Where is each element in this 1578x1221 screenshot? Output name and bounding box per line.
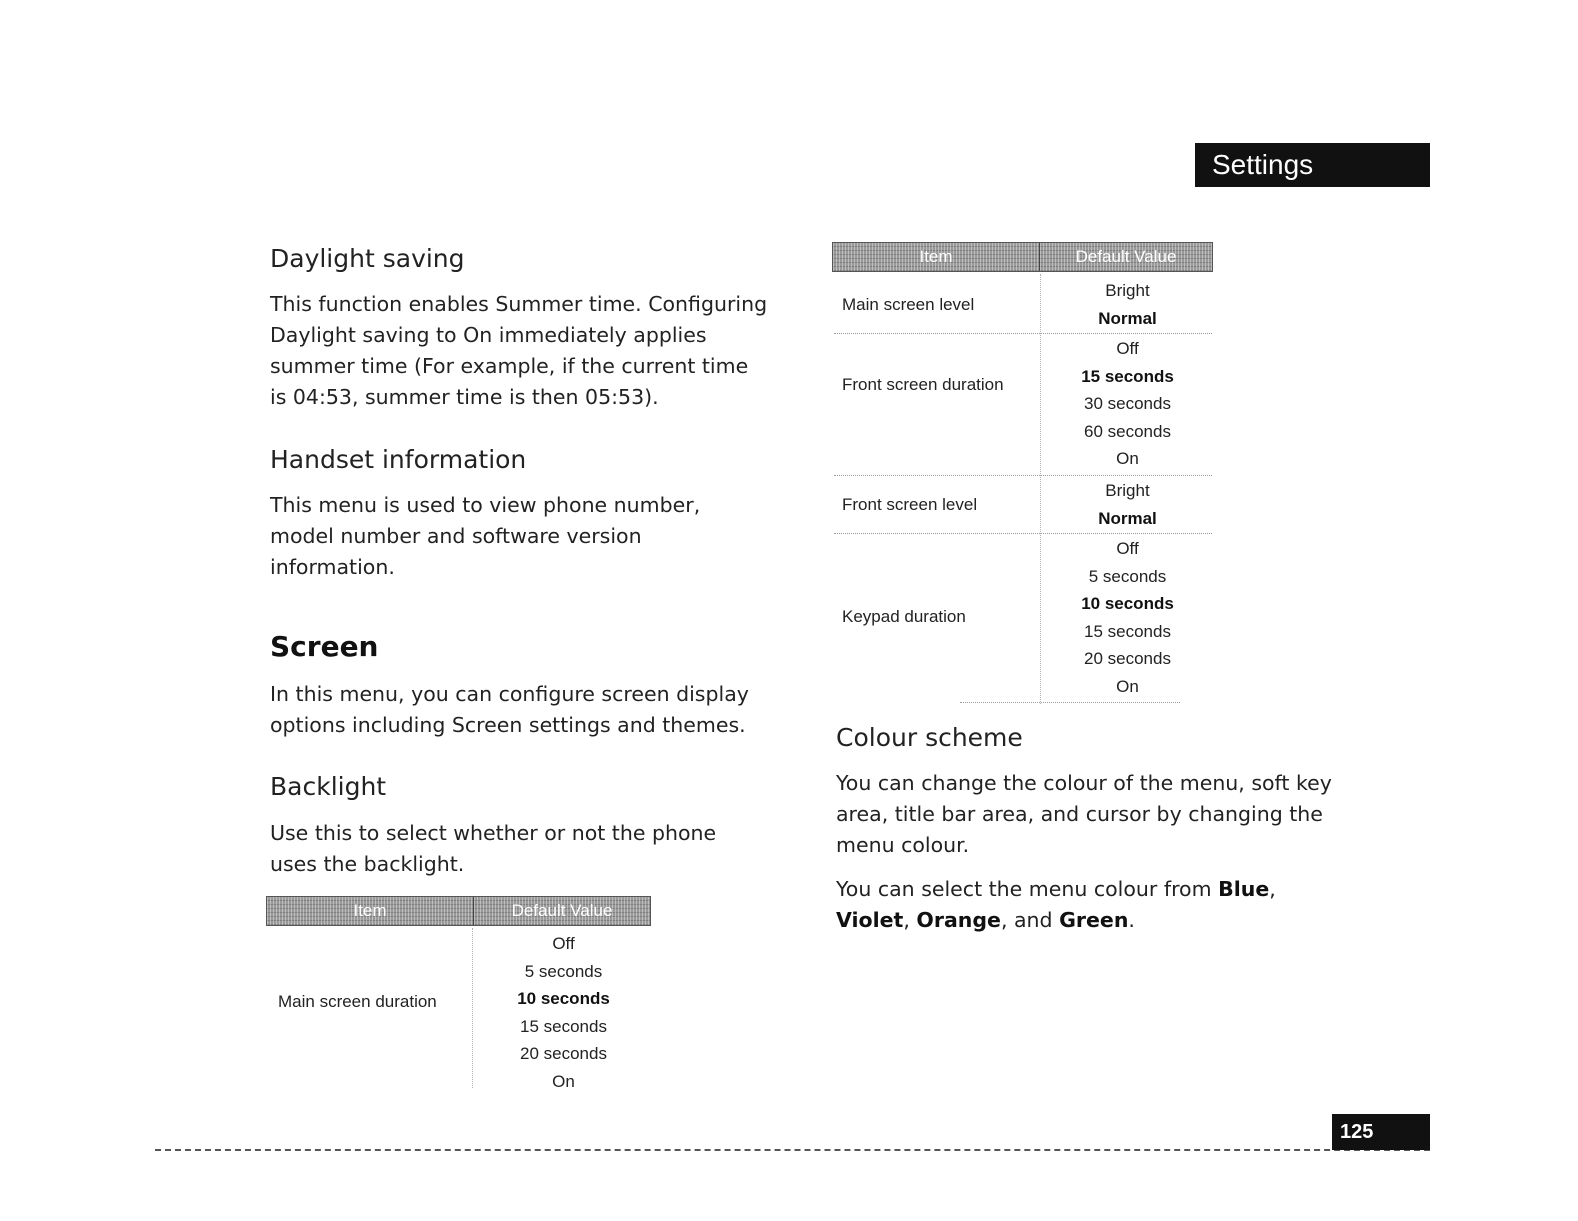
value-option: On bbox=[552, 1071, 575, 1091]
header-default-value: Default Value bbox=[473, 897, 650, 925]
value-option: Off bbox=[1116, 339, 1139, 358]
footer-dashed-rule bbox=[155, 1149, 1430, 1151]
value-option: 60 seconds bbox=[1084, 421, 1171, 441]
values-main-screen-level bbox=[1042, 277, 1213, 332]
daylight-saving-text: This function enables Summer time. Configuring Daylight saving to On immediately applies summer time (For example, if the current time is 04:53, summer time is then 05:53). bbox=[270, 292, 768, 409]
colour-blue: Blue bbox=[1218, 877, 1270, 901]
separator: , bbox=[1269, 877, 1276, 901]
header-item: Item bbox=[353, 901, 387, 920]
value-option: On bbox=[1116, 449, 1139, 468]
daylight-saving-heading: Daylight saving bbox=[270, 244, 465, 273]
item-front-screen-duration: Front screen duration bbox=[842, 375, 1004, 394]
page-number: 125 bbox=[1332, 1114, 1430, 1150]
header-item: Item bbox=[919, 247, 953, 266]
colour-orange: Orange bbox=[916, 908, 1001, 932]
colour-scheme-heading: Colour scheme bbox=[836, 723, 1023, 752]
value-option: Bright bbox=[1105, 281, 1150, 300]
value-option: 20 seconds bbox=[520, 1044, 607, 1063]
item-main-screen-level: Main screen level bbox=[842, 295, 975, 314]
value-option: 30 seconds bbox=[1084, 394, 1171, 413]
row-separator bbox=[834, 333, 1212, 334]
values-main-screen-duration bbox=[475, 930, 652, 1095]
colour-options-suffix: . bbox=[1128, 908, 1135, 932]
value-option: 5 seconds bbox=[524, 961, 603, 981]
row-separator bbox=[834, 533, 1212, 534]
colour-scheme-text: You can change the colour of the menu, soft key area, title bar area, and cursor by changing the menu colour. bbox=[836, 771, 1332, 857]
value-option: 20 seconds bbox=[1084, 649, 1171, 668]
values-keypad-duration bbox=[1042, 535, 1213, 700]
row-separator bbox=[960, 702, 1180, 703]
value-option: On bbox=[1116, 676, 1139, 696]
value-option: 15 seconds bbox=[520, 1016, 607, 1036]
colour-options-text bbox=[836, 874, 1336, 936]
column-divider bbox=[472, 928, 473, 1088]
screen-text: In this menu, you can configure screen display options including Screen settings and themes. bbox=[270, 682, 749, 737]
value-option-default: Normal bbox=[1098, 308, 1157, 328]
colour-options-prefix: You can select the menu colour from bbox=[836, 877, 1219, 901]
colour-violet: Violet bbox=[836, 908, 904, 932]
item-main-screen-duration: Main screen duration bbox=[278, 992, 437, 1011]
handset-information-text: This menu is used to view phone number, model number and software version information. bbox=[270, 493, 701, 579]
separator: , and bbox=[1000, 908, 1060, 932]
backlight-table bbox=[266, 896, 651, 926]
value-option: 15 seconds bbox=[1084, 621, 1171, 641]
value-option: 5 seconds bbox=[1088, 566, 1167, 586]
value-option-default: 10 seconds bbox=[1081, 594, 1174, 613]
value-option-default: Normal bbox=[1098, 508, 1157, 528]
value-option: Off bbox=[1116, 539, 1139, 558]
section-tab: Settings bbox=[1195, 143, 1430, 187]
column-divider bbox=[1040, 274, 1041, 704]
table-header bbox=[832, 242, 1213, 272]
value-option: Bright bbox=[1105, 481, 1150, 500]
row-separator bbox=[834, 475, 1212, 476]
handset-information-heading: Handset information bbox=[270, 445, 527, 474]
separator: , bbox=[903, 908, 917, 932]
backlight-text: Use this to select whether or not the phone uses the backlight. bbox=[270, 821, 717, 876]
item-front-screen-level: Front screen level bbox=[842, 495, 978, 514]
item-keypad-duration: Keypad duration bbox=[842, 607, 966, 626]
values-front-screen-duration bbox=[1042, 335, 1213, 473]
table-header bbox=[266, 896, 651, 926]
values-front-screen-level bbox=[1042, 477, 1213, 532]
value-option: Off bbox=[552, 934, 575, 953]
value-option-default: 10 seconds bbox=[517, 989, 610, 1008]
backlight-heading: Backlight bbox=[270, 772, 387, 801]
screen-table bbox=[832, 242, 1213, 272]
value-option-default: 15 seconds bbox=[1081, 366, 1174, 386]
colour-green: Green bbox=[1059, 908, 1129, 932]
screen-heading: Screen bbox=[270, 630, 379, 663]
header-default-value: Default Value bbox=[1039, 243, 1212, 271]
